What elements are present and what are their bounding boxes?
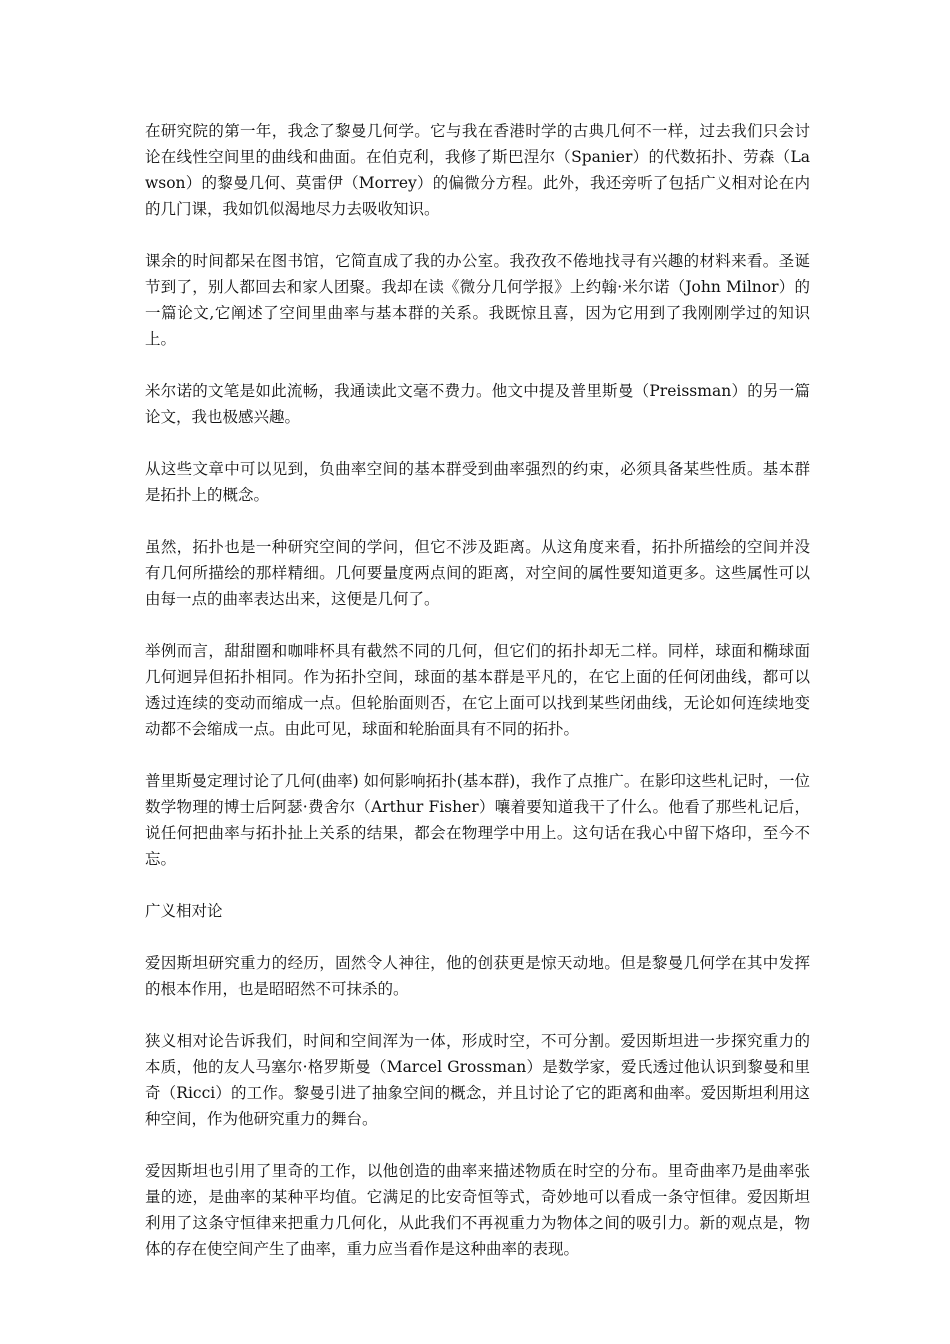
paragraph-milnor-style: 米尔诺的文笔是如此流畅，我通读此文毫不费力。他文中提及普里斯曼（Preissman）的另一篇论文，我也极感兴趣。: [145, 382, 810, 426]
paragraph-ricci-curvature: 爱因斯坦也引用了里奇的工作，以他创造的曲率来描述物质在时空的分布。里奇曲率乃是曲率张量的迹，是曲率的某种平均值。它满足的比安奇恒等式，奇妙地可以看成一条守恒律。爱因斯坦利用了这条守恒律来把重力几何化，从此我们不再视重力为物体之间的吸引力。新的观点是，物体的存在使空间产生了曲率，重力应当看作是这种曲率的表现。: [145, 1162, 810, 1258]
paragraph-first-year-study: 在研究院的第一年，我念了黎曼几何学。它与我在香港时学的古典几何不一样，过去我们只会讨论在线性空间里的曲线和曲面。在伯克利，我修了斯巴涅尔（Spanier）的代数拓扑、劳森（Lawson）的黎曼几何、莫雷伊（Morrey）的偏微分方程。此外，我还旁听了包括广义相对论在内的几门课，我如饥似渴地尽力去吸收知识。: [145, 122, 810, 218]
paragraph-donut-example: 举例而言，甜甜圈和咖啡杯具有截然不同的几何，但它们的拓扑却无二样。同样，球面和椭球面几何迥异但拓扑相同。作为拓扑空间，球面的基本群是平凡的，在它上面的任何闭曲线，都可以透过连续的变动而缩成一点。但轮胎面则否，在它上面可以找到某些闭曲线，无论如何连续地变动都不会缩成一点。由此可见，球面和轮胎面具有不同的拓扑。: [145, 642, 810, 738]
paragraph-topology-vs-geometry: 虽然，拓扑也是一种研究空间的学问，但它不涉及距离。从这角度来看，拓扑所描绘的空间并没有几何所描绘的那样精细。几何要量度两点间的距离，对空间的属性要知道更多。这些属性可以由每一点的曲率表达出来，这便是几何了。: [145, 538, 810, 608]
paragraph-fundamental-group: 从这些文章中可以见到，负曲率空间的基本群受到曲率强烈的约束，必须具备某些性质。基本群是拓扑上的概念。: [145, 460, 810, 504]
paragraph-preissman-theorem: 普里斯曼定理讨论了几何(曲率) 如何影响拓扑(基本群)，我作了点推广。在影印这些札记时，一位数学物理的博士后阿瑟·费舍尔（Arthur Fisher）嚷着要知道我干了什么。他看了那些札记后，说任何把曲率与拓扑扯上关系的结果，都会在物理学中用上。这句话在我心中留下烙印，至今不忘。: [145, 772, 810, 868]
paragraph-library: 课余的时间都呆在图书馆，它简直成了我的办公室。我孜孜不倦地找寻有兴趣的材料来看。圣诞节到了，别人都回去和家人团聚。我却在读《微分几何学报》上约翰·米尔诺（John Milnor）的一篇论文,它阐述了空间里曲率与基本群的关系。我既惊且喜，因为它用到了我刚刚学过的知识上。: [145, 252, 810, 348]
paragraph-einstein-gravity: 爱因斯坦研究重力的经历，固然令人神往，他的创获更是惊天动地。但是黎曼几何学在其中发挥的根本作用，也是昭昭然不可抹杀的。: [145, 954, 810, 998]
paragraph-special-relativity: 狭义相对论告诉我们，时间和空间浑为一体，形成时空，不可分割。爱因斯坦进一步探究重力的本质，他的友人马塞尔·格罗斯曼（Marcel Grossman）是数学家，爱氏透过他认识到黎曼和里奇（Ricci）的工作。黎曼引进了抽象空间的概念，并且讨论了它的距离和曲率。爱因斯坦利用这种空间，作为他研究重力的舞台。: [145, 1032, 810, 1128]
document-page: [145, 118, 810, 1288]
section-heading: 广义相对论: [145, 902, 223, 920]
